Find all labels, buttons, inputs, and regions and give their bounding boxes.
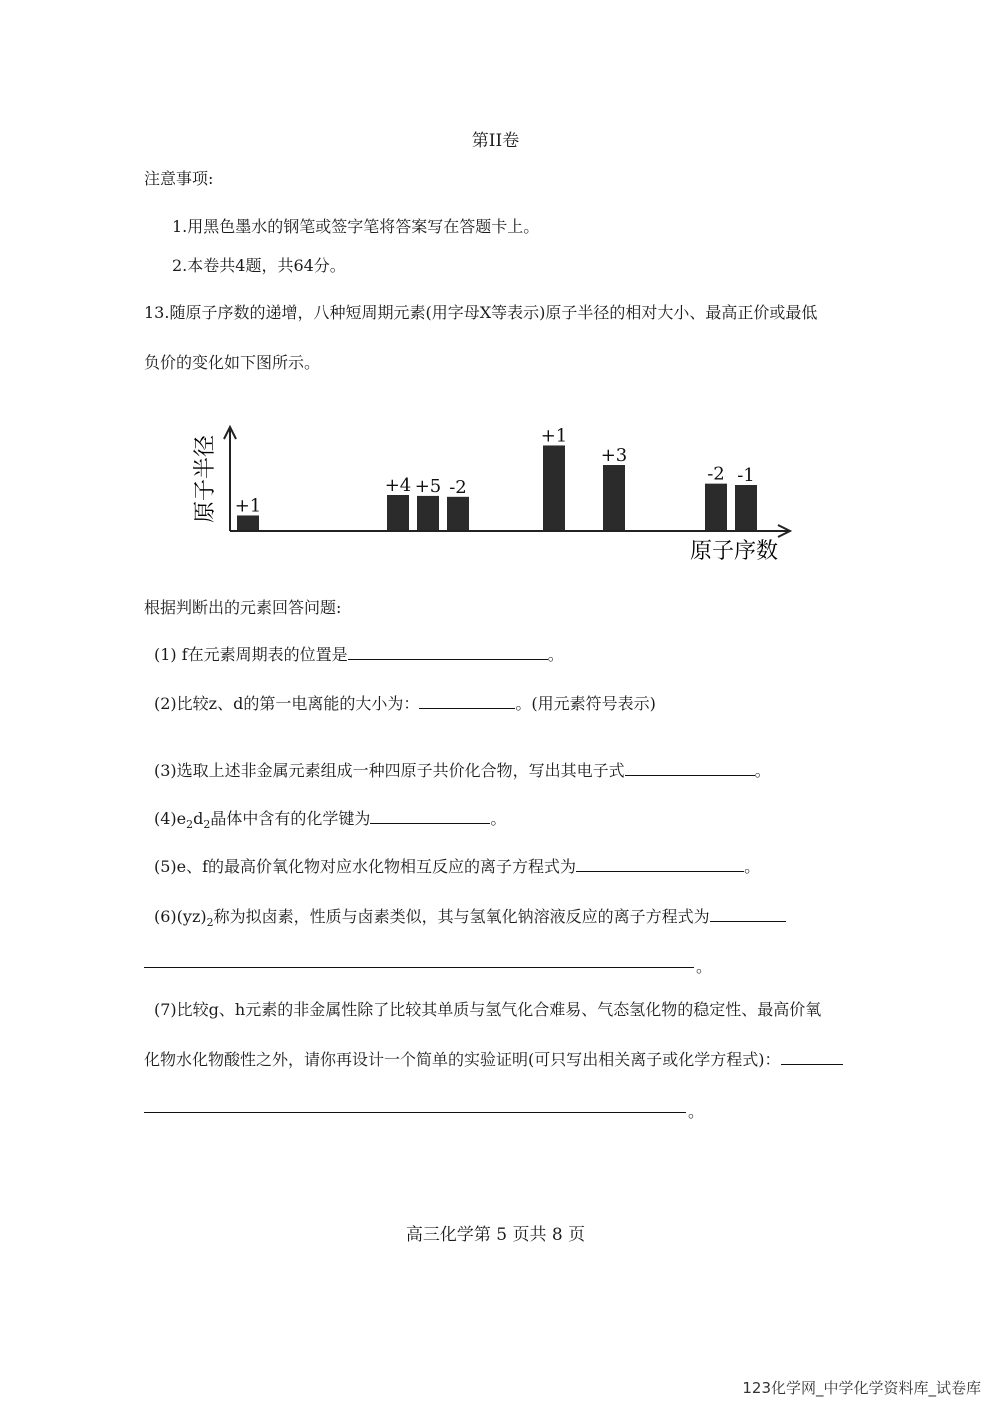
- bar-4: [447, 497, 469, 530]
- part-7-line-1: (7)比较g、h元素的非金属性除了比较其单质与氢气化合难易、气态氢化物的稳定性、最高价氧: [154, 1000, 822, 1019]
- part-5-suffix: 。: [744, 857, 761, 876]
- part-7-suffix: 。: [688, 1102, 705, 1121]
- bar-label-4: -2: [449, 476, 467, 498]
- instruction: 根据判断出的元素回答问题:: [144, 598, 342, 617]
- bar-label-6: +3: [600, 445, 628, 466]
- watermark: 123化学网_中学化学资料库_试卷库: [742, 1379, 981, 1397]
- part-5: [154, 854, 760, 877]
- bar-7: [705, 484, 727, 530]
- bar-label-5: +1: [540, 425, 568, 447]
- answer-line-6b[interactable]: [144, 967, 694, 968]
- answer-blank-4[interactable]: [370, 806, 490, 824]
- answer-blank-1[interactable]: [348, 642, 548, 660]
- answer-blank-3[interactable]: [625, 758, 755, 776]
- part-4-suffix: 。: [490, 809, 507, 828]
- y-axis-label: 原子半径: [193, 434, 218, 523]
- answer-blank-6a[interactable]: [710, 904, 786, 922]
- bar-2: [387, 495, 409, 530]
- question-13-stem-line2: 负价的变化如下图所示。: [144, 353, 321, 372]
- bar-8: [735, 485, 757, 530]
- section-title: 第II卷: [471, 131, 520, 151]
- part-5-text: (5)e、f的最高价氧化物对应水化物相互反应的离子方程式为: [154, 857, 577, 876]
- part-4-text-a: (4)e: [154, 809, 187, 828]
- part-3: [154, 758, 771, 781]
- note-item-2: 2.本卷共4题，共64分。: [172, 256, 346, 275]
- bar-3: [417, 496, 439, 530]
- bar-label-3: +5: [414, 475, 442, 497]
- note-item-1: 1.用黑色墨水的钢笔或签字笔将答案写在答题卡上。: [172, 217, 540, 236]
- bar-label-1: +1: [234, 495, 262, 517]
- part-2-text: (2)比较z、d的第一电离能的大小为：: [154, 694, 420, 713]
- question-13-stem-line1: 13.随原子序数的递增，八种短周期元素(用字母X等表示)原子半径的相对大小、最高正价或最低: [144, 303, 818, 322]
- bar-6: [603, 465, 625, 530]
- part-4-sub-1: 2: [186, 818, 194, 832]
- bar-label-2: +4: [384, 475, 412, 496]
- part-4-sub-2: 2: [203, 818, 211, 832]
- part-3-text: (3)选取上述非金属元素组成一种四原子共价化合物，写出其电子式: [154, 761, 625, 780]
- notes-heading: 注意事项:: [144, 169, 214, 188]
- part-1-text: (1) f在元素周期表的位置是: [154, 645, 348, 664]
- bar-5: [543, 445, 565, 530]
- part-6-text-a: (6)(yz): [154, 907, 207, 926]
- part-1-suffix: 。: [547, 645, 564, 664]
- part-6-suffix: 。: [696, 957, 713, 976]
- part-4-text-b: d: [193, 809, 204, 828]
- part-3-suffix: 。: [754, 761, 771, 780]
- part-2: [154, 691, 656, 714]
- bar-label-7: -2: [707, 463, 725, 485]
- part-4: [154, 806, 506, 831]
- part-6-sub: 2: [206, 916, 214, 930]
- part-6: [154, 904, 786, 929]
- x-axis-label: 原子序数: [690, 539, 779, 564]
- part-4-text-c: 晶体中含有的化学键为: [210, 809, 371, 828]
- part-2-suffix: 。(用元素符号表示): [515, 694, 656, 713]
- part-7-line-2-text: 化物水化物酸性之外，请你再设计一个简单的实验证明(可只写出相关离子或化学方程式)：: [144, 1050, 781, 1069]
- part-7-line-2: [144, 1047, 843, 1070]
- answer-blank-2[interactable]: [419, 691, 515, 709]
- part-6-text-b: 称为拟卤素，性质与卤素类似，其与氢氧化钠溶液反应的离子方程式为: [213, 907, 710, 926]
- page-footer: 高三化学第 5 页共 8 页: [405, 1225, 586, 1245]
- bar-label-8: -1: [737, 465, 755, 486]
- answer-blank-7a[interactable]: [781, 1047, 843, 1065]
- bar-1: [237, 515, 259, 530]
- part-1: [154, 642, 564, 665]
- radius-bar-chart: [190, 415, 810, 575]
- answer-blank-5[interactable]: [576, 854, 744, 872]
- answer-line-7b[interactable]: [144, 1112, 686, 1113]
